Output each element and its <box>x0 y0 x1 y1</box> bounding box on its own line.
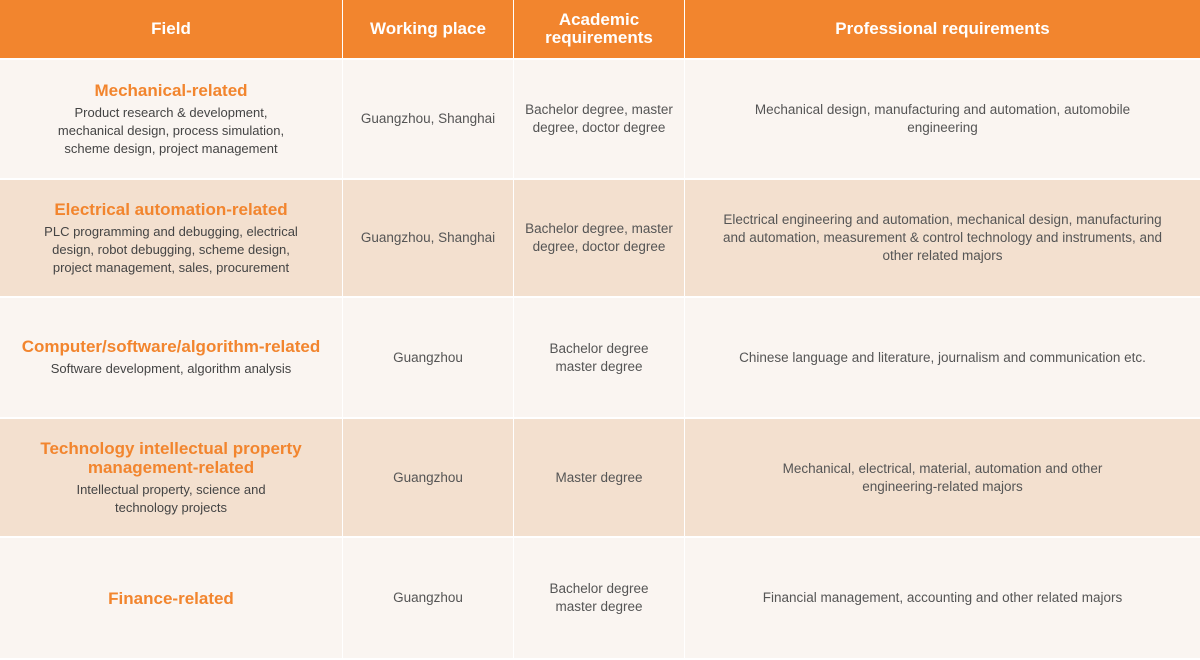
header-professional-requirements <box>685 0 1200 60</box>
academic-cell: Bachelor degree, master degree, doctor degree <box>514 60 685 180</box>
field-cell <box>0 538 343 660</box>
field-cell <box>0 419 343 538</box>
header-professional-label: Professional requirements <box>835 19 1050 38</box>
professional-cell: Financial management, accounting and other related majors <box>685 538 1200 660</box>
header-field-label: Field <box>151 19 191 38</box>
working-place-cell: Guangzhou <box>343 419 514 538</box>
field-description: Product research & development, mechanical design, process simulation, scheme design, project management <box>57 104 285 156</box>
professional-cell: Mechanical design, manufacturing and automation, automobile engineering <box>685 60 1200 180</box>
field-title: Mechanical-related <box>94 80 248 100</box>
professional-cell: Electrical engineering and automation, mechanical design, manufacturing and automation, measurement & control technology and instruments, and other related majors <box>685 180 1200 298</box>
field-title: Computer/software/algorithm-related <box>21 337 321 356</box>
header-working-place <box>343 0 514 60</box>
working-place-cell: Guangzhou <box>343 538 514 660</box>
field-cell <box>0 180 343 298</box>
working-place-cell: Guangzhou, Shanghai <box>343 60 514 180</box>
field-title: Electrical automation-related <box>54 199 288 219</box>
academic-cell: Master degree <box>514 419 685 538</box>
field-cell <box>0 60 343 180</box>
field-title: Finance-related <box>108 588 234 608</box>
professional-cell: Mechanical, electrical, material, automation and other engineering-related majors <box>685 419 1200 538</box>
header-field <box>0 0 343 60</box>
working-place-cell: Guangzhou <box>343 298 514 419</box>
field-description: PLC programming and debugging, electrical design, robot debugging, scheme design, project management, sales, procurement <box>44 223 298 275</box>
header-academic-requirements <box>514 0 685 60</box>
academic-cell: Bachelor degree, master degree, doctor degree <box>514 180 685 298</box>
professional-cell: Chinese language and literature, journalism and communication etc. <box>685 298 1200 419</box>
academic-cell: Bachelor degree master degree <box>514 538 685 660</box>
field-description: Intellectual property, science and technology projects <box>76 481 266 515</box>
field-description: Software development, algorithm analysis <box>50 361 292 376</box>
academic-cell: Bachelor degree master degree <box>514 298 685 419</box>
field-title: Technology intellectual property management-related <box>40 438 302 477</box>
field-cell <box>0 298 343 419</box>
header-working-place-label: Working place <box>370 19 486 38</box>
header-academic-label: Academic requirements <box>545 10 653 47</box>
working-place-cell: Guangzhou, Shanghai <box>343 180 514 298</box>
